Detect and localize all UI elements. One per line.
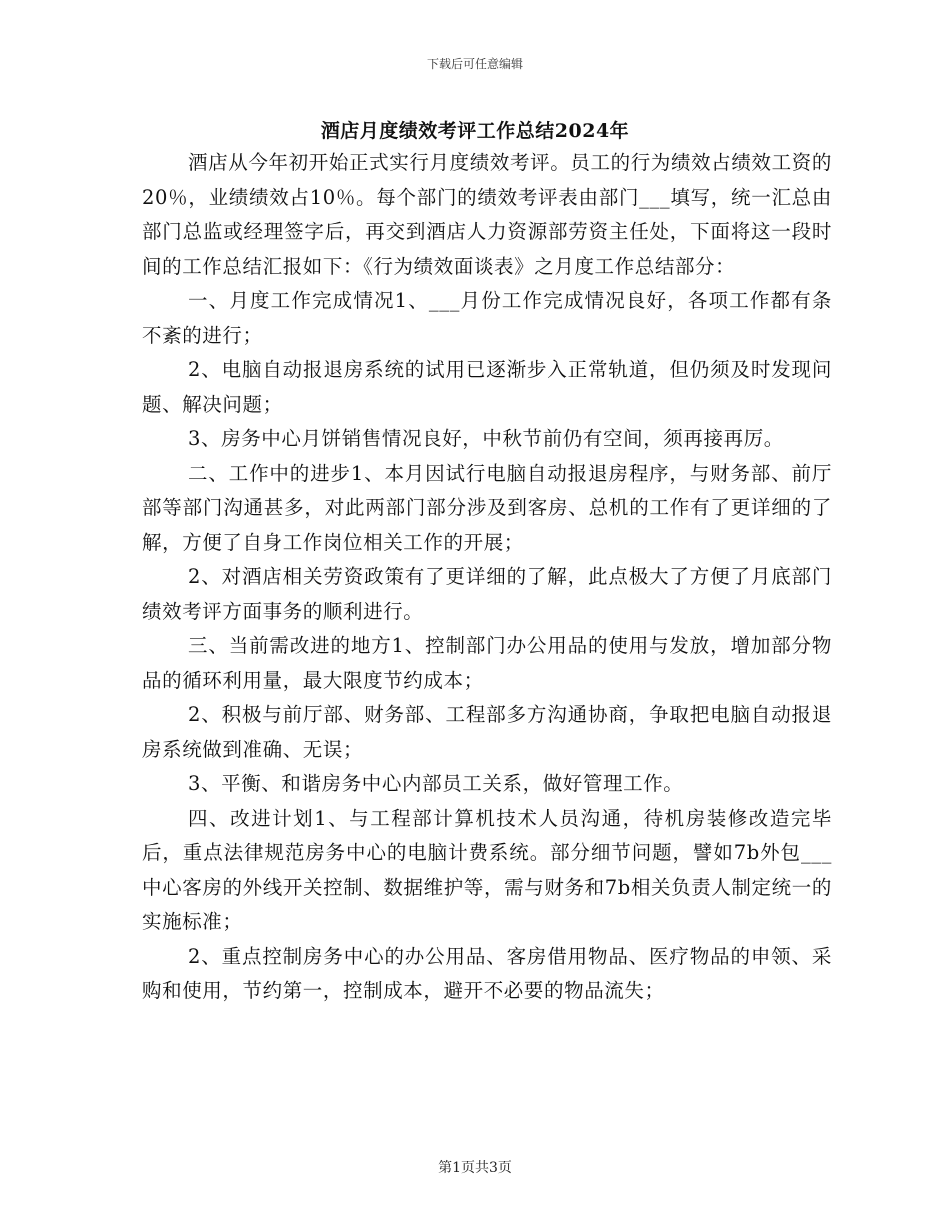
paragraph-section-1-item-1: 一、月度工作完成情况1、___月份工作完成情况良好，各项工作都有条不紊的进行；	[142, 289, 832, 347]
header-note: 下载后可任意编辑	[426, 57, 523, 71]
document-body	[142, 146, 832, 1009]
paragraph-intro: 酒店从今年初开始正式实行月度绩效考评。员工的行为绩效占绩效工资的20％，业绩绩效占10％。每个部门的绩效考评表由部门___填写，统一汇总由部门总监或经理签字后，再交到酒店人力资源部劳资主任处，下面将这一段时间的工作总结汇报如下：《行为绩效面谈表》之月度工作总结部分：	[142, 151, 832, 278]
paragraph-section-2-item-2: 2、对酒店相关劳资政策有了更详细的了解，此点极大了方便了月底部门绩效考评方面事务的顺利进行。	[142, 565, 832, 623]
paragraph-section-1-item-2: 2、电脑自动报退房系统的试用已逐渐步入正常轨道，但仍须及时发现问题、解决问题；	[142, 358, 832, 416]
document-title: 酒店月度绩效考评工作总结2024年	[320, 120, 630, 142]
paragraph-section-3-item-1: 三、当前需改进的地方1、控制部门办公用品的使用与发放，增加部分物品的循环利用量，最大限度节约成本；	[142, 634, 832, 692]
paragraph-section-2-item-1: 二、工作中的进步1、本月因试行电脑自动报退房程序，与财务部、前厅部等部门沟通甚多，对此两部门部分涉及到客房、总机的工作有了更详细的了解，方便了自身工作岗位相关工作的开展；	[142, 461, 832, 554]
page-number-footer: 第1页共3页	[438, 1160, 512, 1176]
paragraph-section-4-item-1: 四、改进计划1、与工程部计算机技术人员沟通，待机房装修改造完毕后，重点法律规范房务中心的电脑计费系统。部分细节问题，譬如7b外包___中心客房的外线开关控制、数据维护等，需与财务和7b相关负责人制定统一的实施标准；	[142, 806, 832, 933]
paragraph-section-3-item-3: 3、平衡、和谐房务中心内部员工关系，做好管理工作。	[188, 772, 684, 795]
paragraph-section-3-item-2: 2、积极与前厅部、财务部、工程部多方沟通协商，争取把电脑自动报退房系统做到准确、无误；	[142, 703, 832, 761]
paragraph-section-4-item-2: 2、重点控制房务中心的办公用品、客房借用物品、医疗物品的申领、采购和使用，节约第一，控制成本，避开不必要的物品流失；	[142, 944, 832, 1002]
paragraph-section-1-item-3: 3、房务中心月饼销售情况良好，中秋节前仍有空间，须再接再厉。	[188, 427, 784, 450]
